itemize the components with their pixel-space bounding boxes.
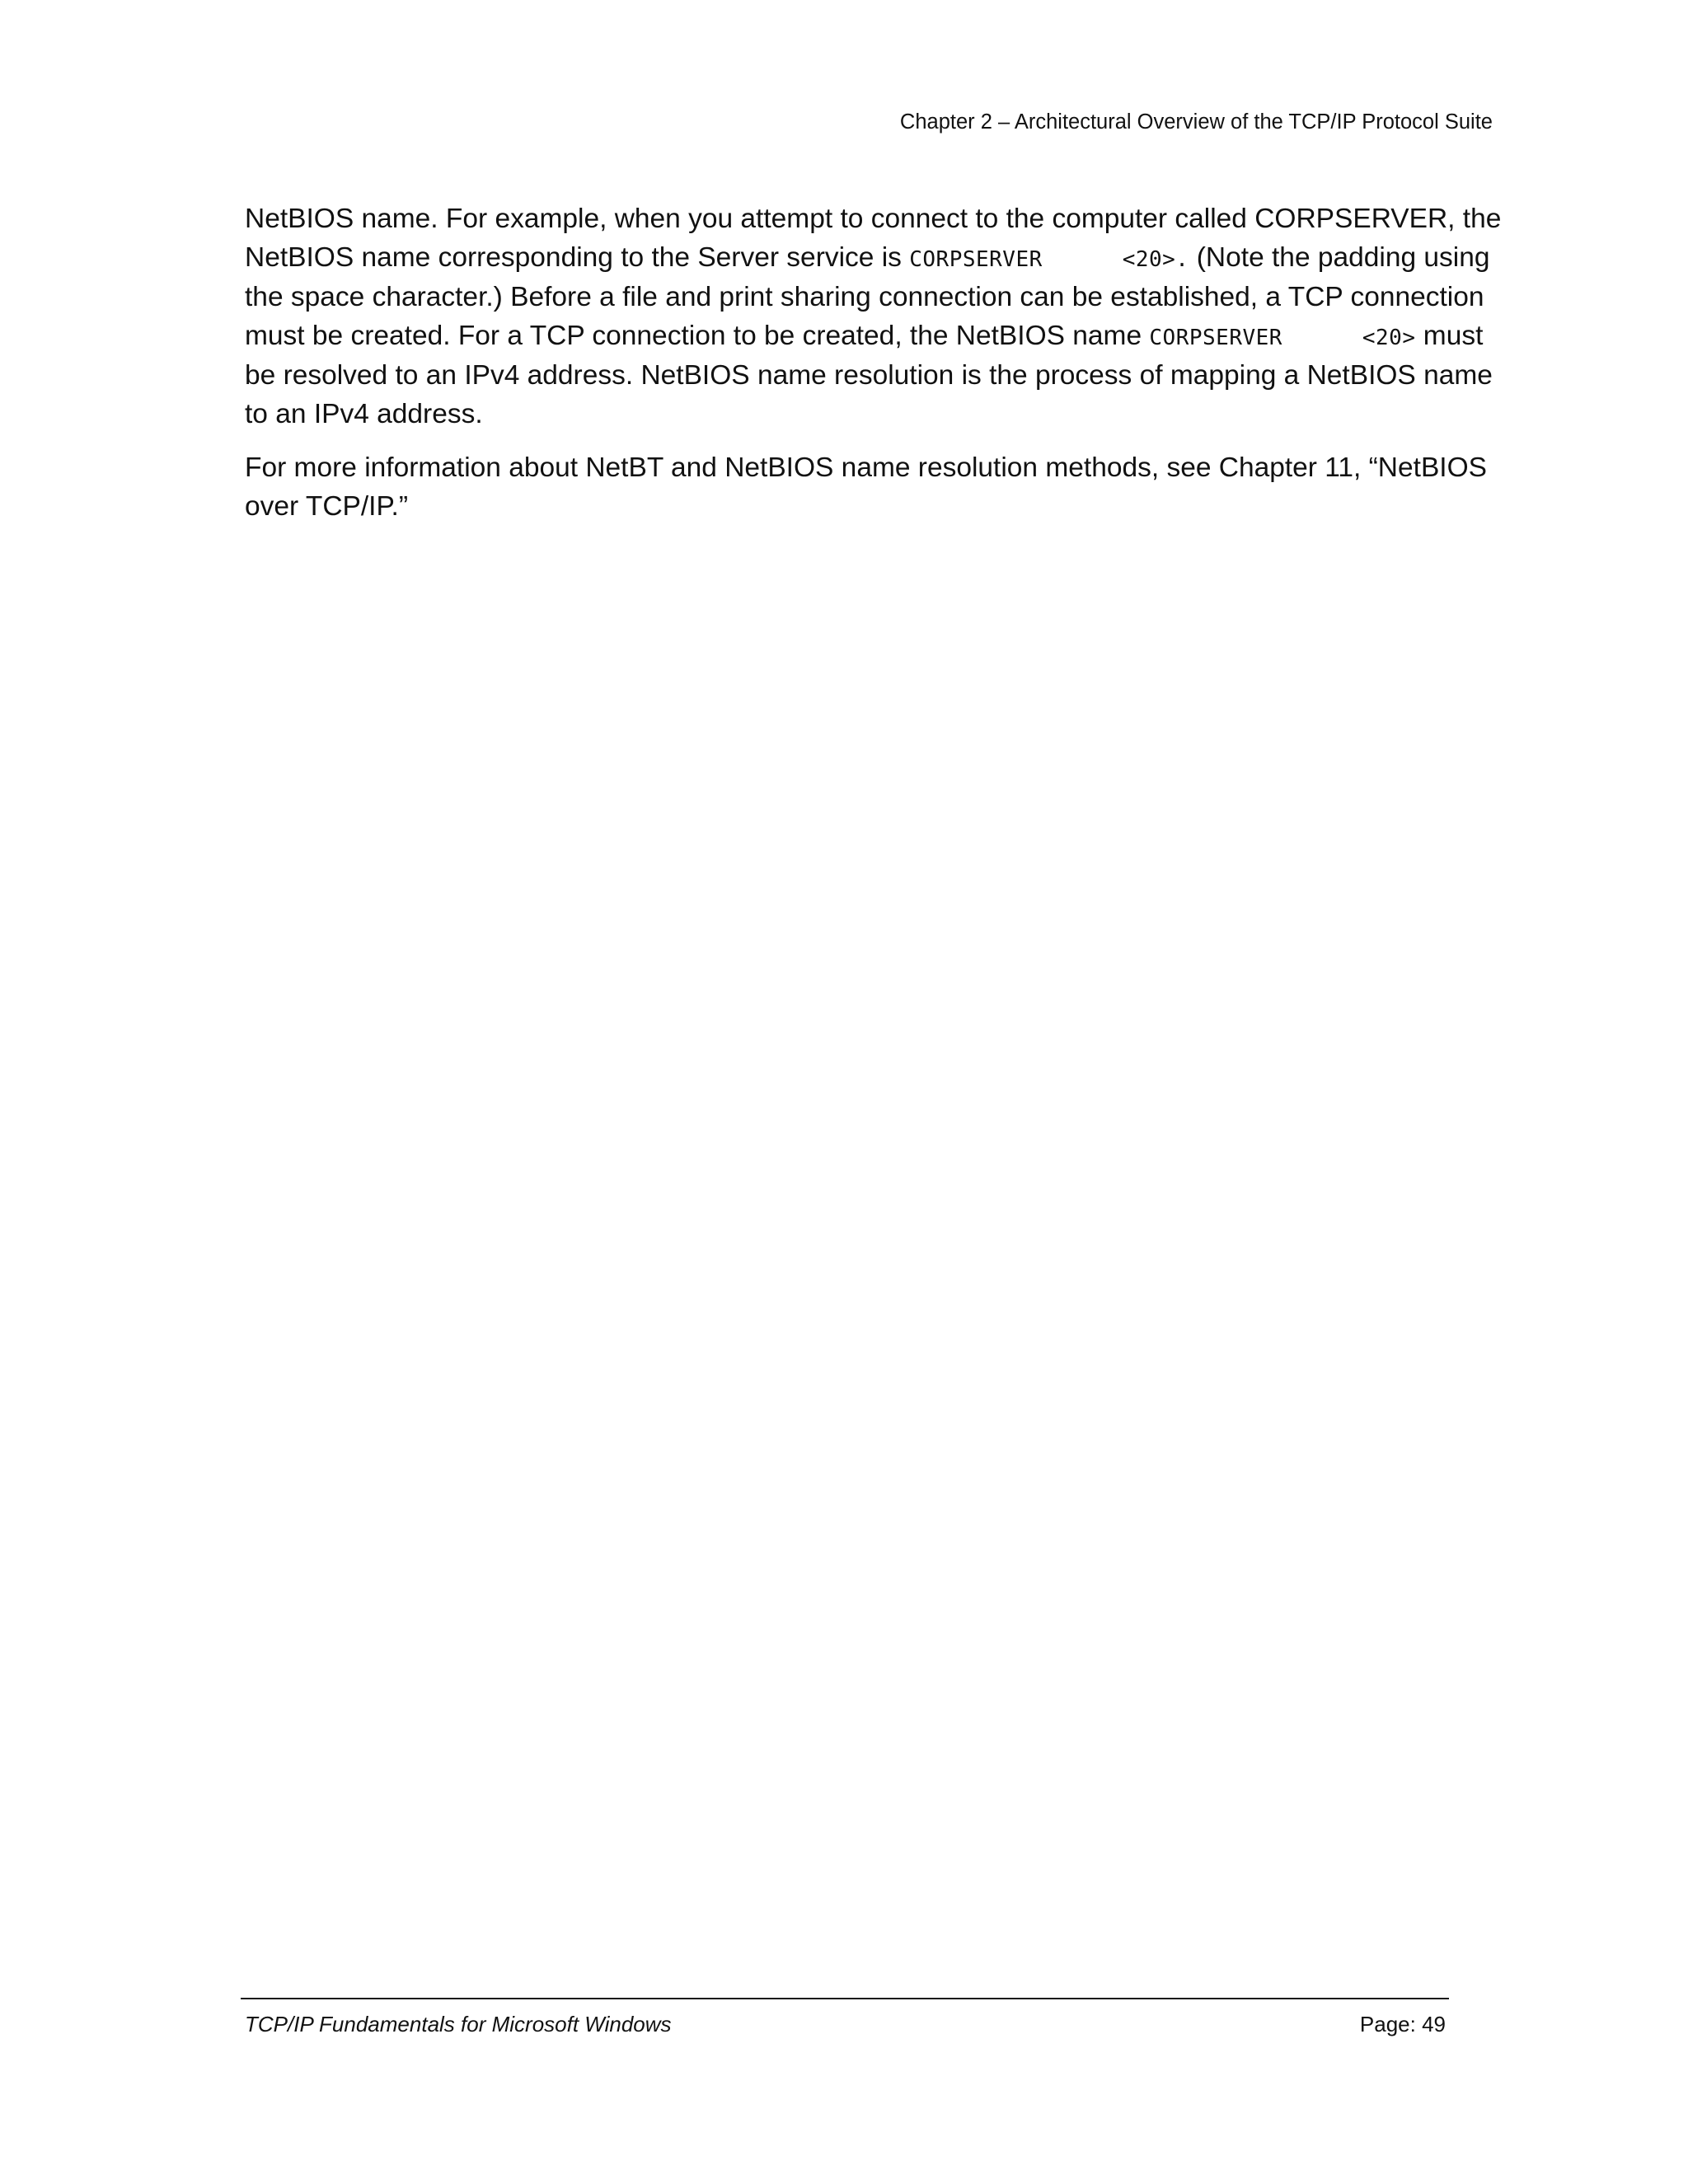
netbios-name-code: CORPSERVER <20>: [1149, 325, 1416, 350]
text-line: NetBIOS name. For example, when you attempt to connect to the computer called CORPSERVER, the: [245, 204, 1502, 234]
body-text: [245, 200, 1502, 541]
text-line: over TCP/IP.”: [245, 490, 408, 522]
text-span: (Note the padding using: [1189, 241, 1490, 273]
footer-rule: [241, 1998, 1449, 1999]
paragraph-netbios-example: [245, 200, 1502, 434]
text-line: [245, 239, 1498, 279]
text-line: to an IPv4 address.: [245, 398, 483, 429]
text-line: the space character.) Before a file and print sharing connection can be established, a TCP connection: [245, 282, 1484, 312]
text-span: must be created. For a TCP connection to be created, the NetBIOS name: [245, 320, 1150, 351]
text-span: NetBIOS name corresponding to the Server service is: [245, 241, 910, 273]
footer-book-title: TCP/IP Fundamentals for Microsoft Windows: [245, 2012, 672, 2036]
netbios-name-code: CORPSERVER <20>.: [909, 246, 1189, 272]
running-header: Chapter 2 – Architectural Overview of the TCP/IP Protocol Suite: [899, 110, 1493, 134]
text-line: [245, 317, 1498, 358]
text-line: be resolved to an IPv4 address. NetBIOS name resolution is the process of mapping a NetBIOS name: [245, 360, 1493, 391]
footer-page-number: Page: 49: [1359, 2012, 1446, 2036]
paragraph-more-information: [245, 449, 1498, 526]
text-span: must: [1415, 320, 1484, 351]
text-line: For more information about NetBT and NetBIOS name resolution methods, see Chapter 11, “NetBIOS: [245, 452, 1487, 483]
